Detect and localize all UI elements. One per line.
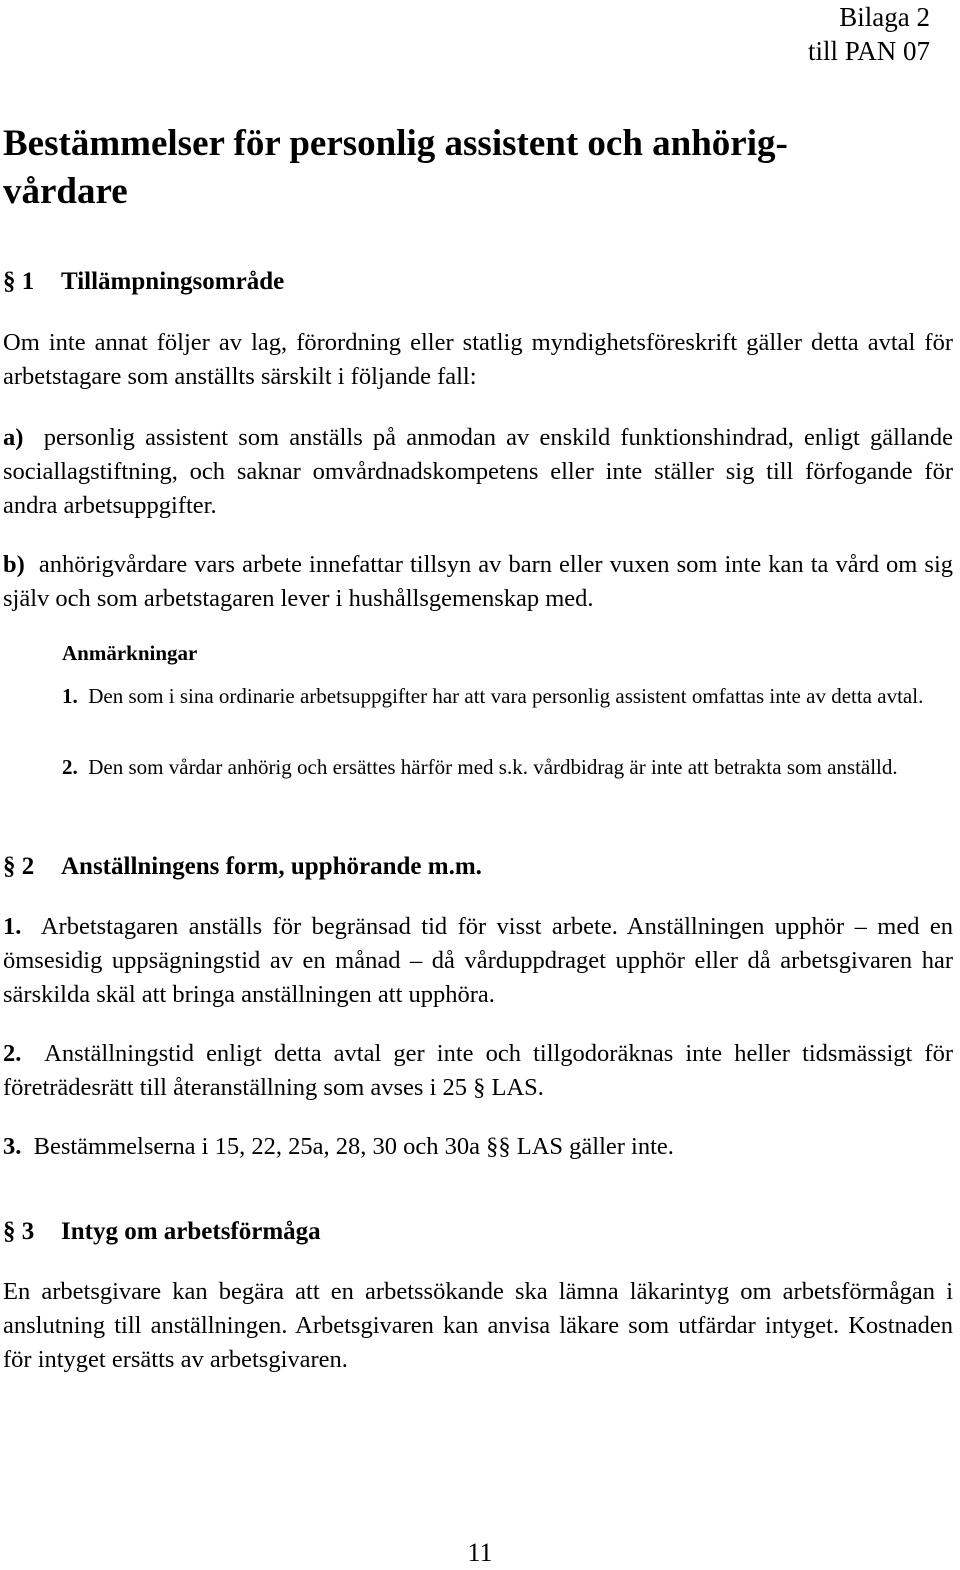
paragraph-3-text: Bestämmelserna i 15, 22, 25a, 28, 30 och 30a §§ LAS gäller inte. [33, 1133, 674, 1160]
section-2-title: Anställningens form, upphörande m.m. [61, 853, 482, 880]
item-a-label: a) [3, 424, 24, 451]
section-3-heading [3, 1216, 321, 1248]
section-3-text: En arbetsgivare kan begära att en arbetssökande ska lämna läkarintyg om arbetsförmågan i anslutning till anställningen. Arbetsgivaren kan anvisa läkare som utfärdar intyget. Kostnaden för intyget ersätts av arbetsgivaren. [3, 1278, 953, 1373]
paragraph-1-text: Arbetstagaren anställs för begränsad tid för visst arbete. Anställningen upphör – med en ömsesidig uppsägningstid av en månad – då vårduppdraget upphör eller då arbetsgivaren har särskilda skäl att bringa anställningen att upphöra. [3, 913, 953, 1008]
section-2-paragraph-2 [3, 1037, 953, 1105]
section-2-paragraph-1 [3, 910, 953, 1012]
section-1-item-a [3, 421, 953, 523]
section-3-title: Intyg om arbetsförmåga [61, 1218, 321, 1245]
section-1-title: Tillämpningsområde [61, 268, 285, 295]
paragraph-1-label: 1. [3, 913, 22, 940]
paragraph-2-text: Anställningstid enligt detta avtal ger inte och tillgodoräknas inte heller tidsmässigt för företrädesrätt till återanställning som avses i 25 § LAS. [3, 1040, 953, 1101]
section-3-number: § 3 [3, 1218, 35, 1245]
document-title-line-1: Bestämmelser för personlig assistent och anhörig- [3, 123, 788, 164]
section-2-number: § 2 [3, 853, 35, 880]
document-title-line-2: vårdare [3, 171, 128, 212]
section-2-heading [3, 851, 482, 883]
section-2-paragraph-3 [3, 1130, 953, 1164]
document-title [3, 120, 903, 216]
section-1-symbol: § [3, 268, 16, 295]
paragraph-3-label: 3. [3, 1133, 22, 1160]
attachment-label [808, 0, 930, 68]
section-1-heading [3, 266, 284, 298]
remark-1-label: 1. [62, 684, 78, 708]
section-3-symbol: § [3, 1218, 16, 1245]
remark-2-label: 2. [62, 755, 78, 779]
paragraph-2-label: 2. [3, 1040, 22, 1067]
item-b-text: anhörigvårdare vars arbete innefattar tillsyn av barn eller vuxen som inte kan ta vård om sig själv och som arbetstagaren lever i hushållsgemenskap med. [3, 551, 953, 612]
page-number: 11 [467, 1538, 493, 1567]
remarks-heading: Anmärkningar [62, 641, 198, 665]
attachment-line-2: till PAN 07 [807, 36, 930, 66]
item-a-text: personlig assistent som anställs på anmodan av enskild funktionshindrad, enligt gällande sociallagstiftning, och saknar omvårdnadskompetens eller inte ställer sig till förfogande för andra arbetsuppgifter. [3, 424, 954, 519]
section-1-intro: Om inte annat följer av lag, förordning eller statlig myndighetsföreskrift gäller detta avtal för arbetstagare som anställts särskilt i följande fall: [3, 329, 953, 390]
section-1-number: § 1 [3, 268, 35, 295]
remark-1 [62, 681, 942, 711]
section-1-item-b [3, 548, 953, 616]
remark-2 [62, 752, 942, 782]
item-b-label: b) [3, 551, 25, 578]
section-2-symbol: § [3, 853, 16, 880]
remark-1-text: Den som i sina ordinarie arbetsuppgifter har att vara personlig assistent omfattas inte av detta avtal. [88, 684, 924, 708]
remark-2-text: Den som vårdar anhörig och ersättes härför med s.k. vårdbidrag är inte att betrakta som anställd. [88, 755, 898, 779]
attachment-line-1: Bilaga 2 [839, 2, 930, 32]
